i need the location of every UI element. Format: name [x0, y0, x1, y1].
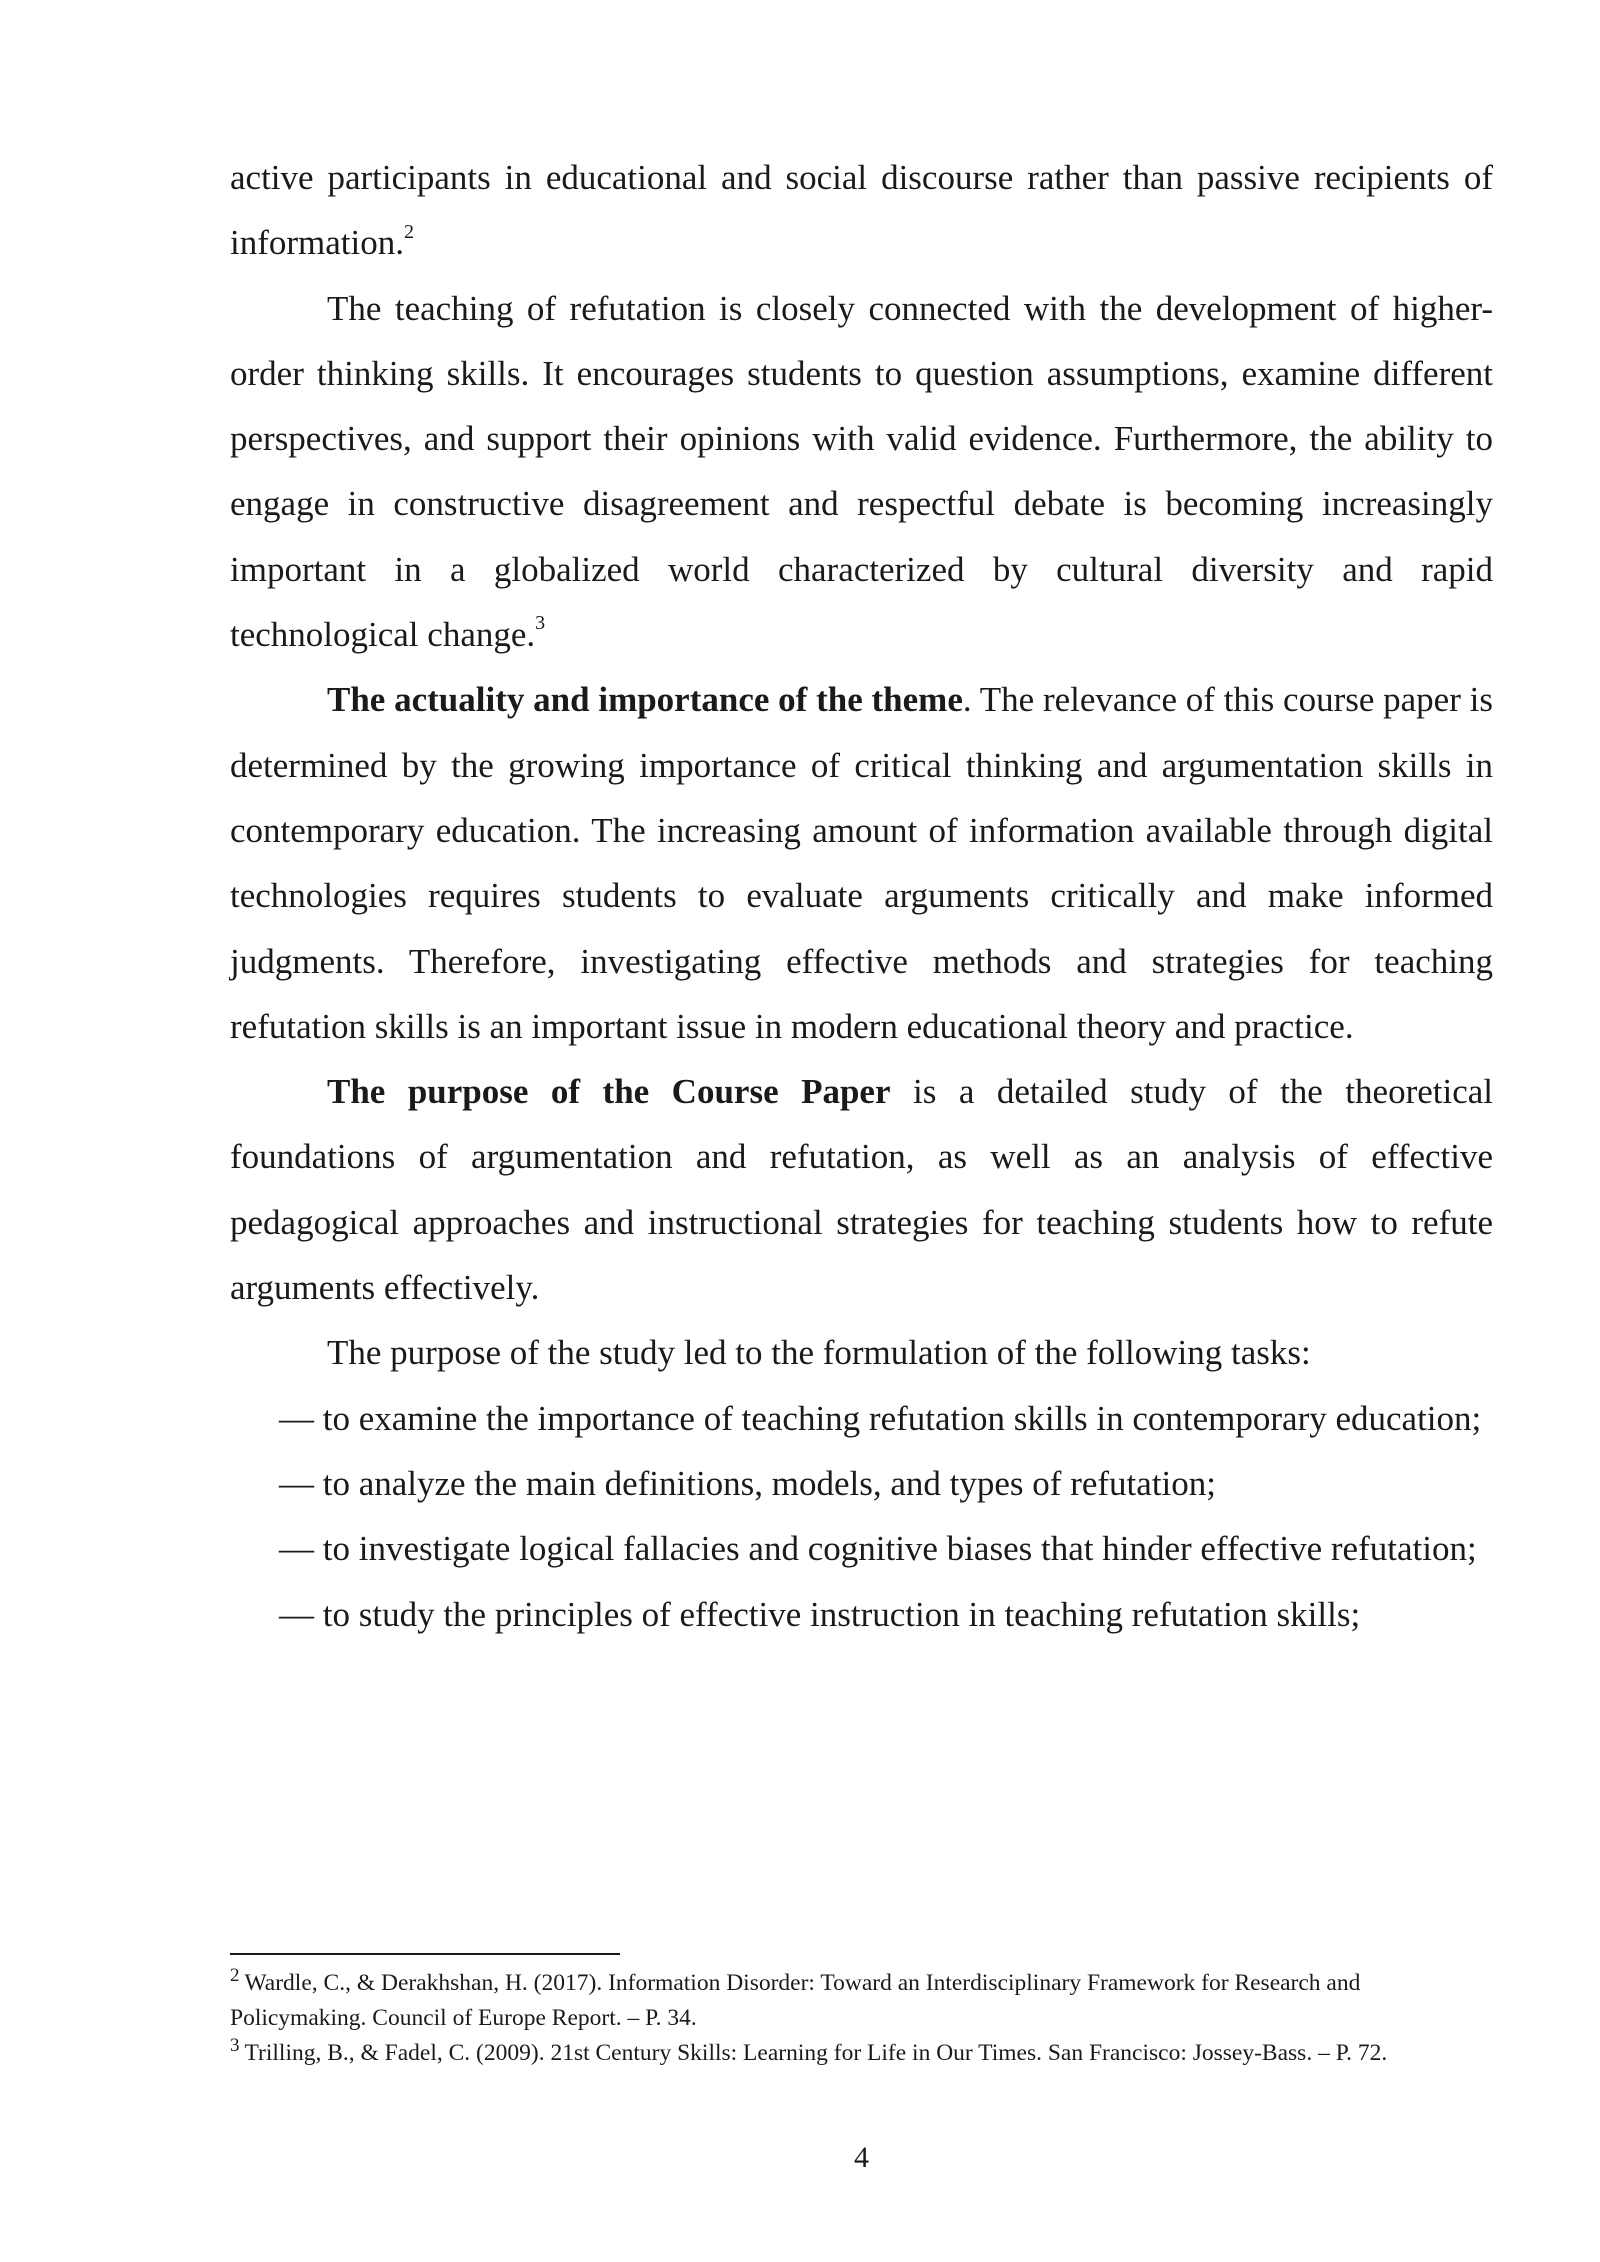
list-item: — to study the principles of effective instruction in teaching refutation skills; — [279, 1594, 1361, 1634]
footnote-divider — [230, 1953, 620, 1955]
paragraph-text: is a detailed study of the theoretical foundations of argumentation and refutation, as well as an analysis of effective pedagogical approaches and instructional strategies for teaching students how to refute arguments effectively. — [230, 1072, 1494, 1308]
section-heading-inline: The actuality and importance of the theme — [327, 680, 963, 720]
footnote-ref[interactable]: 2 — [404, 220, 414, 243]
paragraph-tasks-intro — [230, 1320, 1493, 1385]
paragraph-purpose — [230, 1059, 1493, 1320]
list-item: — to examine the importance of teaching refutation skills in contemporary education; — [279, 1398, 1482, 1438]
paragraph-continuation — [230, 145, 1493, 276]
paragraph-text: active participants in educational and social discourse rather than passive recipients of information. — [230, 158, 1493, 263]
paragraph-text: . The relevance of this course paper is determined by the growing importance of critical thinking and argumentation skills in contemporary education. The increasing amount of information available through digital technologies requires students to evaluate arguments critically and make informed judgments. Therefore, investigating effective methods and strategies for teaching refutation skills is an important issue in modern educational theory and practice. — [230, 680, 1493, 1046]
footnote-item — [230, 2036, 1493, 2071]
paragraph-actuality — [230, 667, 1493, 1059]
paragraph-text: The teaching of refutation is closely connected with the development of higher-order thinking skills. It encourages students to question assumptions, examine different perspectives, and support their opinions with valid evidence. Furthermore, the ability to engage in constructive disagreement and respectful debate is becoming increasingly important in a globalized world characterized by cultural diversity and rapid technological change. — [230, 288, 1493, 655]
page-number: 4 — [854, 2141, 869, 2174]
list-item: — to investigate logical fallacies and cognitive biases that hinder effective refutation; — [279, 1529, 1477, 1569]
paragraph-text: The purpose of the study led to the formulation of the following tasks: — [327, 1333, 1311, 1373]
task-list — [230, 1386, 1493, 1647]
footnote-ref[interactable]: 3 — [535, 612, 546, 635]
list-item: — to analyze the main definitions, models, and types of refutation; — [279, 1463, 1216, 1503]
footnote-item — [230, 1966, 1493, 2036]
footnote-text: Trilling, B., & Fadel, C. (2009). 21st Century Skills: Learning for Life in Our Times. San Francisco: Jossey-Bass. – P. 72. — [244, 2040, 1388, 2066]
footnotes — [230, 1966, 1493, 2071]
footnote-text: Wardle, C., & Derakhshan, H. (2017). Information Disorder: Toward an Interdisciplinary Framework for Research and Policymaking. Council of Europe Report. – P. 34. — [230, 1970, 1361, 2031]
document-page — [230, 145, 1493, 1647]
footnote-number: 2 — [230, 1965, 240, 1987]
footnote-number: 3 — [230, 2035, 240, 2057]
paragraph-refutation-teaching — [230, 276, 1493, 668]
section-heading-inline: The purpose of the Course Paper — [327, 1072, 891, 1112]
